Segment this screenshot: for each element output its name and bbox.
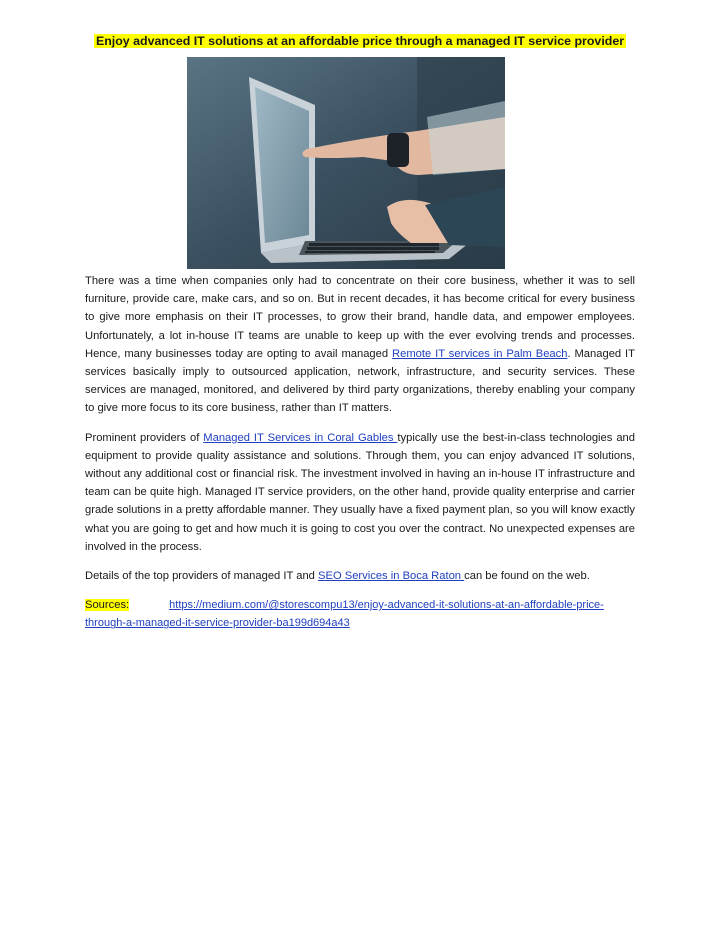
paragraph-3-text-b: can be found on the web.	[464, 570, 590, 583]
paragraph-2-text-a: Prominent providers of	[85, 431, 204, 444]
paragraph-1-text-a: There was a time when companies only had to concentrate on their core business, whether it was to sell furniture, provide care, make cars, and so on. But in recent decades, it has become critical for every business to give more emphasis on their IT processes, to grow their brand, handle data, and empower employees. Unfortunately, a lot in-house IT teams are unable to keep up with the ever evolving trends and processes. Hence, many businesses today are opting to avail managed	[85, 275, 635, 360]
page-title	[0, 33, 720, 49]
article-body	[85, 272, 635, 644]
sources-url-link[interactable]: https://medium.com/@storescompu13/enjoy-advanced-it-solutions-at-an-affordable-price-through-a-managed-it-service-provider-ba199d694a43	[85, 599, 604, 630]
link-seo-services[interactable]: SEO Services in Boca Raton	[318, 570, 465, 583]
page-title-text: Enjoy advanced IT solutions at an affordable price through a managed IT service provider	[95, 34, 625, 48]
paragraph-1	[85, 272, 635, 418]
laptop-with-hand-pointing-icon	[187, 57, 505, 269]
link-managed-it-services[interactable]: Managed IT Services in Coral Gables	[203, 431, 398, 444]
link-remote-it-services[interactable]: Remote IT services in Palm Beach	[392, 347, 568, 360]
sources-line	[85, 596, 635, 632]
sources-label: Sources:	[85, 599, 130, 612]
article-photo	[187, 57, 505, 269]
paragraph-3-text-a: Details of the top providers of managed IT and	[85, 570, 319, 583]
paragraph-3	[85, 567, 635, 585]
paragraph-2	[85, 429, 635, 556]
paragraph-1-text-b: . Managed IT services basically imply to outsourced application, network, infrastructure, and security services. These services are managed, monitored, and delivered by third party organizations, thereby enabling your company to give more focus to its core business, rather than IT matters.	[85, 347, 635, 415]
paragraph-2-text-b: typically use the best-in-class technologies and equipment to provide quality assistance and solutions. Through them, you can enjoy advanced IT solutions, without any additional cost or financial risk. The investment involved in having an in-house IT infrastructure and team can be quite high. Managed IT service providers, on the other hand, provide quality enterprise and carrier grade solutions in a pretty affordable manner. They usually have a fixed payment plan, so you will know exactly what you are going to get and how much it is going to cost you over the contract. No unexpected expenses are involved in the process.	[85, 431, 636, 553]
